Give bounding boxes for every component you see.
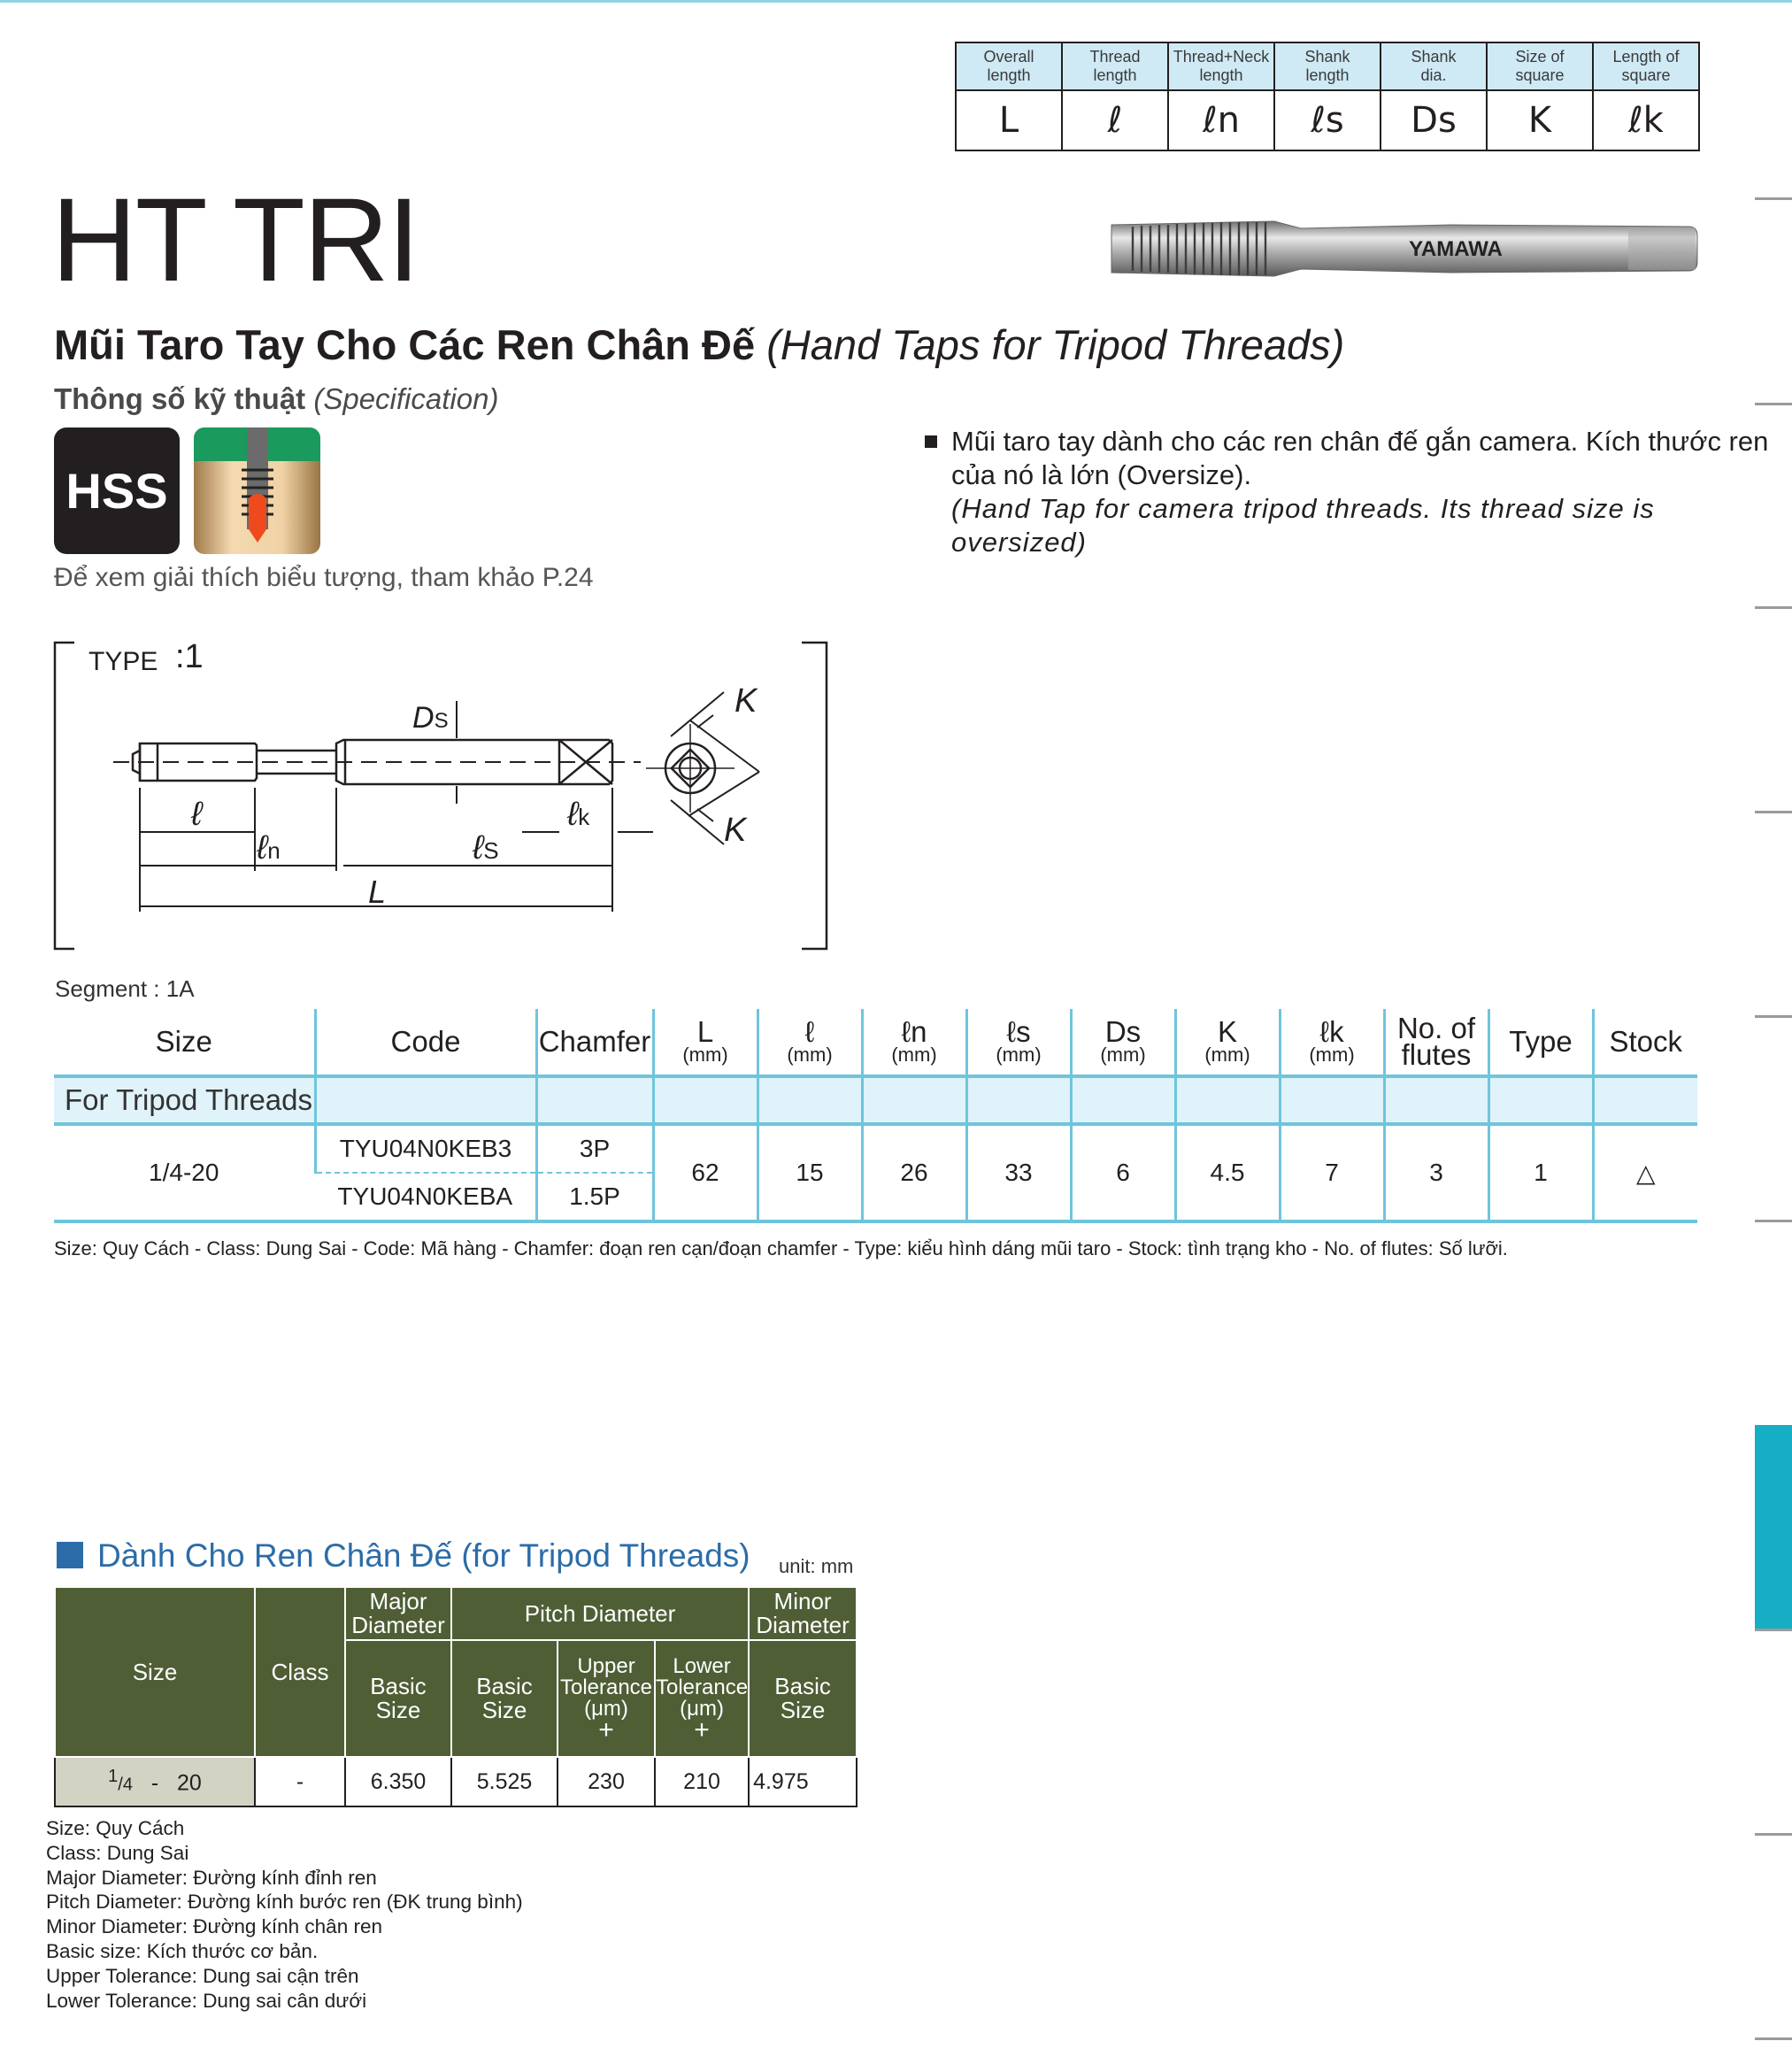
header-l: ℓ (mm)	[758, 1009, 862, 1076]
group-cell	[315, 1076, 536, 1124]
header-stock: Stock	[1593, 1009, 1697, 1076]
th-minor-basic: Basic Size	[749, 1640, 857, 1757]
square-end	[1628, 227, 1696, 270]
spec-vi: Thông số kỹ thuật	[54, 382, 306, 415]
tap-product-image	[1106, 212, 1699, 285]
th-major: Major Diameter	[345, 1587, 451, 1640]
group-cell	[758, 1076, 862, 1124]
edge-mark	[1755, 1629, 1792, 1631]
label-K-bottom: K	[724, 812, 747, 849]
cell-l: 15	[758, 1124, 862, 1221]
thread-table-notes	[46, 1816, 523, 2013]
note-line: Upper Tolerance: Dung sai cận trên	[46, 1964, 359, 1987]
note-line: Major Diameter: Đường kính đỉnh ren	[46, 1866, 377, 1889]
header-ln: ℓn (mm)	[862, 1009, 966, 1076]
type-label: TYPE	[88, 647, 158, 676]
diagram-frame	[55, 643, 827, 949]
group-cell	[1488, 1076, 1593, 1124]
section-square-icon	[57, 1542, 83, 1568]
legend-symbol-l: ℓ	[1062, 90, 1168, 150]
spec-table	[54, 1009, 1697, 1223]
group-cell	[1593, 1076, 1697, 1124]
dimension-legend	[955, 42, 1700, 151]
cell-chamfer-1: 3P	[536, 1124, 653, 1173]
th-minor: Minor Diameter	[749, 1587, 857, 1640]
label-ls: ℓS	[473, 829, 499, 867]
legend-symbol-ls: ℓs	[1274, 90, 1381, 150]
header-ls: ℓs (mm)	[966, 1009, 1071, 1076]
brand-label: YAMAWA	[1409, 237, 1503, 261]
note-line: Basic size: Kích thước cơ bản.	[46, 1939, 319, 1962]
header-lk: ℓk (mm)	[1280, 1009, 1384, 1076]
header-L: L (mm)	[653, 1009, 758, 1076]
label-K-top: K	[734, 682, 758, 720]
header-Ds: Ds (mm)	[1071, 1009, 1175, 1076]
spec-table-notes: Size: Quy Cách - Class: Dung Sai - Code: Mã hàng - Chamfer: đoạn ren cạn/đoạn chamfer - Type: kiểu hình dáng mũi taro - Stock: tình trạng kho - No. of flutes: Số lưỡi.	[54, 1237, 1508, 1259]
td-pitch: 5.525	[451, 1757, 558, 1806]
subtitle-vi: Mũi Taro Tay Cho Các Ren Chân Đế	[54, 321, 756, 368]
td-class: -	[255, 1757, 345, 1806]
cell-chamfer-2: 1.5P	[536, 1173, 653, 1221]
type-1-diagram	[51, 639, 839, 953]
cell-ls: 33	[966, 1124, 1071, 1221]
note-line: Lower Tolerance: Dung sai cân dưới	[46, 1989, 367, 2012]
label-lk: ℓk	[567, 796, 590, 833]
note-line: Pitch Diameter: Đường kính bước ren (ĐK trung bình)	[46, 1891, 523, 1914]
th-pitch-basic: Basic Size	[451, 1640, 558, 1757]
cell-flutes: 3	[1384, 1124, 1488, 1221]
cell-L: 62	[653, 1124, 758, 1221]
product-description	[925, 425, 1774, 559]
group-cell	[1384, 1076, 1488, 1124]
th-upper: Upper Tolerance (μm) +	[558, 1640, 655, 1757]
td-size: $^1$/4 - 20	[55, 1757, 255, 1806]
label-Ds: DS	[412, 701, 449, 735]
note-line: Class: Dung Sai	[46, 1841, 189, 1864]
th-pitch: Pitch Diameter	[451, 1587, 749, 1640]
edge-mark	[1755, 197, 1792, 200]
td-major: 6.350	[345, 1757, 451, 1806]
legend-symbol-ln: ℓn	[1168, 90, 1274, 150]
cell-type: 1	[1488, 1124, 1593, 1221]
legend-symbol-L: L	[956, 90, 1062, 150]
td-minor: 4.975	[749, 1757, 857, 1806]
cell-lk: 7	[1280, 1124, 1384, 1221]
cell-code-2: TYU04N0KEBA	[315, 1173, 536, 1221]
note-line: Minor Diameter: Đường kính chân ren	[46, 1915, 382, 1938]
group-cell	[1071, 1076, 1175, 1124]
label-ln: ℓn	[257, 829, 281, 867]
cell-size: 1/4-20	[54, 1124, 315, 1221]
group-cell	[966, 1076, 1071, 1124]
icon-reference-note: Để xem giải thích biểu tượng, tham khảo P.24	[54, 563, 594, 592]
group-cell	[653, 1076, 758, 1124]
legend-shank-dia: Shank dia.	[1381, 42, 1487, 90]
legend-thread-length: Thread length	[1062, 42, 1168, 90]
edge-mark	[1755, 1833, 1792, 1836]
cell-code-1: TYU04N0KEB3	[315, 1124, 536, 1173]
legend-size-of-square: Size of square	[1487, 42, 1593, 90]
description-en: (Hand Tap for camera tripod threads. Its thread size is oversized)	[951, 493, 1655, 558]
label-l: ℓ	[191, 796, 203, 833]
subtitle	[54, 320, 1344, 369]
cell-Ds: 6	[1071, 1124, 1175, 1221]
cell-stock-triangle-icon: △	[1593, 1124, 1697, 1221]
cell-K: 4.5	[1175, 1124, 1280, 1221]
th-major-basic: Basic Size	[345, 1640, 451, 1757]
header-chamfer: Chamfer	[536, 1009, 653, 1076]
tap-coating-icon	[194, 427, 320, 554]
header-flutes: No. of flutes	[1384, 1009, 1488, 1076]
th-size: Size	[55, 1587, 255, 1757]
legend-symbol-Ds: Ds	[1381, 90, 1487, 150]
edge-mark	[1755, 1220, 1792, 1222]
end-view	[646, 724, 734, 813]
subtitle-en: (Hand Taps for Tripod Threads)	[766, 321, 1345, 368]
edge-mark	[1755, 606, 1792, 609]
group-cell	[862, 1076, 966, 1124]
legend-length-of-square: Length of square	[1593, 42, 1699, 90]
edge-index-tab[interactable]	[1755, 1425, 1792, 1629]
group-cell	[1280, 1076, 1384, 1124]
legend-symbol-K: K	[1487, 90, 1593, 150]
group-label: For Tripod Threads	[54, 1076, 315, 1124]
product-title: HT TRI	[51, 174, 419, 306]
spec-en: (Specification)	[313, 382, 499, 415]
group-cell	[1175, 1076, 1280, 1124]
type-value: :1	[175, 639, 204, 675]
header-size: Size	[54, 1009, 315, 1076]
cell-ln: 26	[862, 1124, 966, 1221]
legend-shank-length: Shank length	[1274, 42, 1381, 90]
th-lower: Lower Tolerance (μm) +	[655, 1640, 749, 1757]
bullet-square-icon	[925, 435, 937, 448]
group-cell	[536, 1076, 653, 1124]
spec-heading	[54, 382, 498, 416]
hss-material-icon: HSS	[54, 427, 180, 554]
header-K: K (mm)	[1175, 1009, 1280, 1076]
edge-mark	[1755, 2037, 1792, 2040]
edge-mark	[1755, 811, 1792, 813]
thread-section-title: Dành Cho Ren Chân Đế (for Tripod Threads)	[57, 1537, 750, 1575]
td-upper: 230	[558, 1757, 655, 1806]
segment-label: Segment : 1A	[55, 975, 195, 1002]
th-class: Class	[255, 1587, 345, 1757]
top-rule	[0, 0, 1792, 3]
header-type: Type	[1488, 1009, 1593, 1076]
label-L: L	[368, 874, 387, 910]
legend-symbol-lk: ℓk	[1593, 90, 1699, 150]
header-code: Code	[315, 1009, 536, 1076]
note-line: Size: Quy Cách	[46, 1817, 185, 1839]
thread-dimension-table	[54, 1586, 858, 1807]
legend-overall-length: Overall length	[956, 42, 1062, 90]
edge-mark	[1755, 403, 1792, 405]
edge-mark	[1755, 1015, 1792, 1018]
legend-thread-neck-length: Thread+Neck length	[1168, 42, 1274, 90]
description-vi: Mũi taro tay dành cho các ren chân đế gắn camera. Kích thước ren của nó là lớn (Oversize).	[951, 426, 1769, 490]
td-lower: 210	[655, 1757, 749, 1806]
unit-label: unit: mm	[779, 1555, 854, 1577]
